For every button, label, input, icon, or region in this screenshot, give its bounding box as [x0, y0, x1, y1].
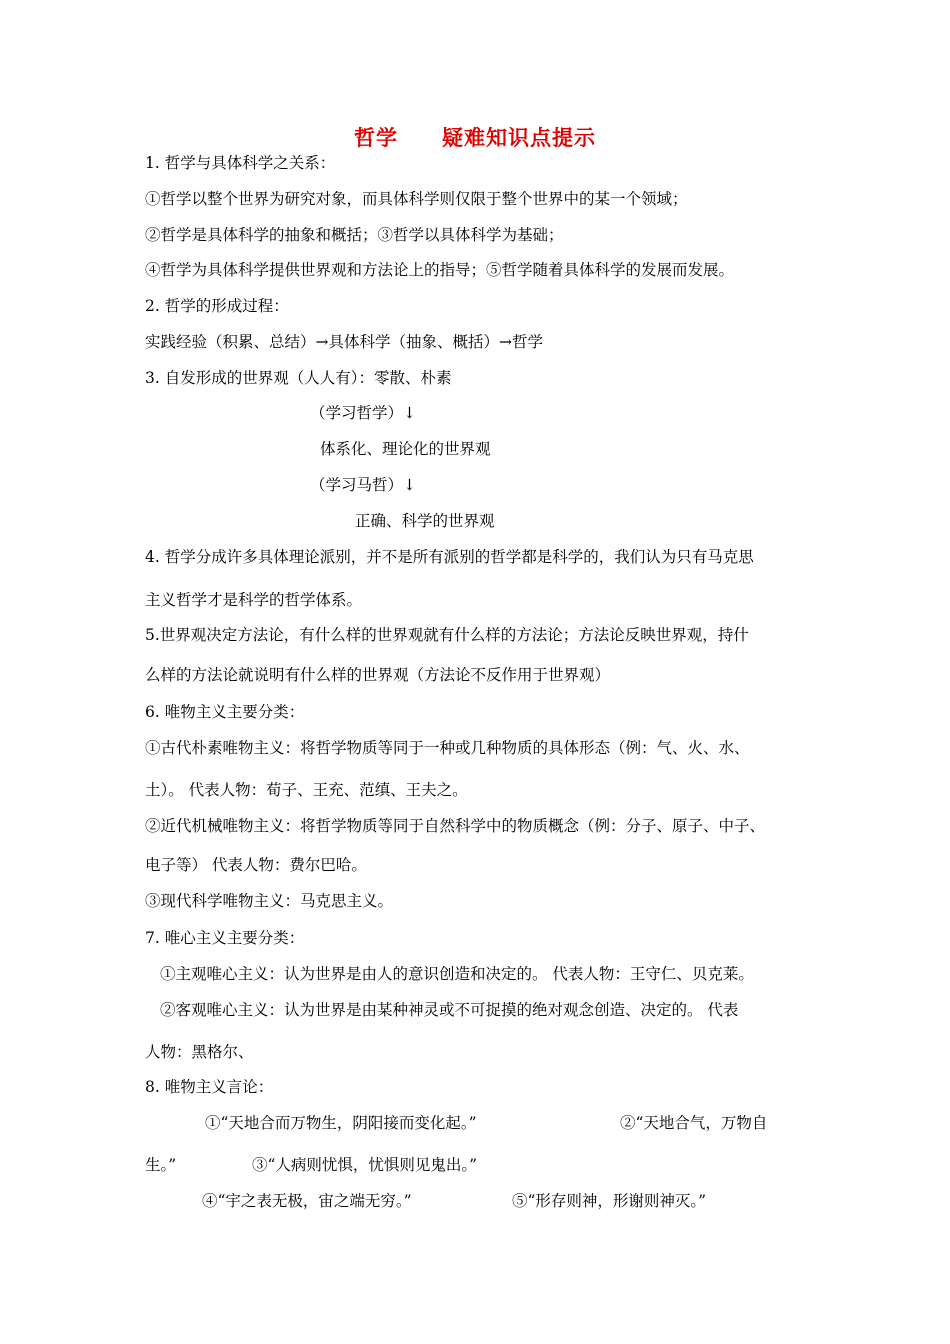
heading-3: 3. 自发形成的世界观（人人有）：零散、朴素: [145, 369, 452, 387]
paragraph-line: 么样的方法论就说明有什么样的世界观（方法论不反作用于世界观）: [145, 666, 611, 684]
flow-step: （学习哲学）↓: [310, 404, 416, 422]
paragraph-line: ①哲学以整个世界为研究对象，而具体科学则仅限于整个世界中的某一个领域；: [145, 190, 688, 208]
paragraph-line: 人物：黑格尔、: [145, 1043, 254, 1061]
heading-1: 1. 哲学与具体科学之关系：: [145, 154, 336, 172]
paragraph-line: 电子等） 代表人物：费尔巴哈。: [145, 856, 367, 874]
paragraph-line: 土）。 代表人物：荀子、王充、范缜、王夫之。: [145, 781, 468, 799]
page-title: [0, 122, 950, 152]
flow-step: （学习马哲）↓: [310, 476, 416, 494]
paragraph-line: ②近代机械唯物主义：将哲学物质等同于自然科学中的物质概念（例：分子、原子、中子、: [145, 817, 766, 835]
heading-2: 2. 哲学的形成过程：: [145, 297, 289, 315]
quote-4: ④“宇之表无极，宙之端无穷。”: [202, 1192, 412, 1210]
flow-step: 体系化、理论化的世界观: [320, 440, 491, 458]
quote-1: ①“天地合而万物生，阴阳接而变化起。”: [205, 1114, 477, 1132]
paragraph-line: ②哲学是具体科学的抽象和概括；③哲学以具体科学为基础；: [145, 226, 564, 244]
quote-2-continued: 生。”: [145, 1156, 177, 1174]
quote-2: ②“天地合气，万物自: [620, 1114, 768, 1132]
quote-3: ③“人病则忧惧，忧惧则见鬼出。”: [252, 1156, 478, 1174]
flow-step: 正确、科学的世界观: [355, 512, 495, 530]
paragraph-line: ③现代科学唯物主义：马克思主义。: [145, 892, 394, 910]
paragraph-line: ②客观唯心主义：认为世界是由某种神灵或不可捉摸的绝对观念创造、决定的。 代表: [160, 1001, 739, 1019]
heading-7: 7. 唯心主义主要分类：: [145, 929, 305, 947]
paragraph-line: ①古代朴素唯物主义：将哲学物质等同于一种或几种物质的具体形态（例：气、火、水、: [145, 739, 750, 757]
paragraph-line: 主义哲学才是科学的哲学体系。: [145, 591, 363, 609]
title-subject: 哲学: [354, 125, 398, 150]
paragraph-line: 5.世界观决定方法论，有什么样的世界观就有什么样的方法论；方法论反映世界观，持什: [145, 626, 749, 644]
paragraph-line: 实践经验（积累、总结）→具体科学（抽象、概括）→哲学: [145, 333, 543, 351]
heading-6: 6. 唯物主义主要分类：: [145, 703, 305, 721]
paragraph-line: ④哲学为具体科学提供世界观和方法论上的指导；⑤哲学随着具体科学的发展而发展。: [145, 261, 735, 279]
heading-8: 8. 唯物主义言论：: [145, 1078, 274, 1096]
quote-5: ⑤“形存则神，形谢则神灭。”: [512, 1192, 707, 1210]
paragraph-line: 4. 哲学分成许多具体理论派别，并不是所有派别的哲学都是科学的，我们认为只有马克思: [145, 548, 754, 566]
title-topic: 疑难知识点提示: [442, 125, 596, 150]
paragraph-line: ①主观唯心主义：认为世界是由人的意识创造和决定的。 代表人物：王守仁、贝克莱。: [160, 965, 754, 983]
